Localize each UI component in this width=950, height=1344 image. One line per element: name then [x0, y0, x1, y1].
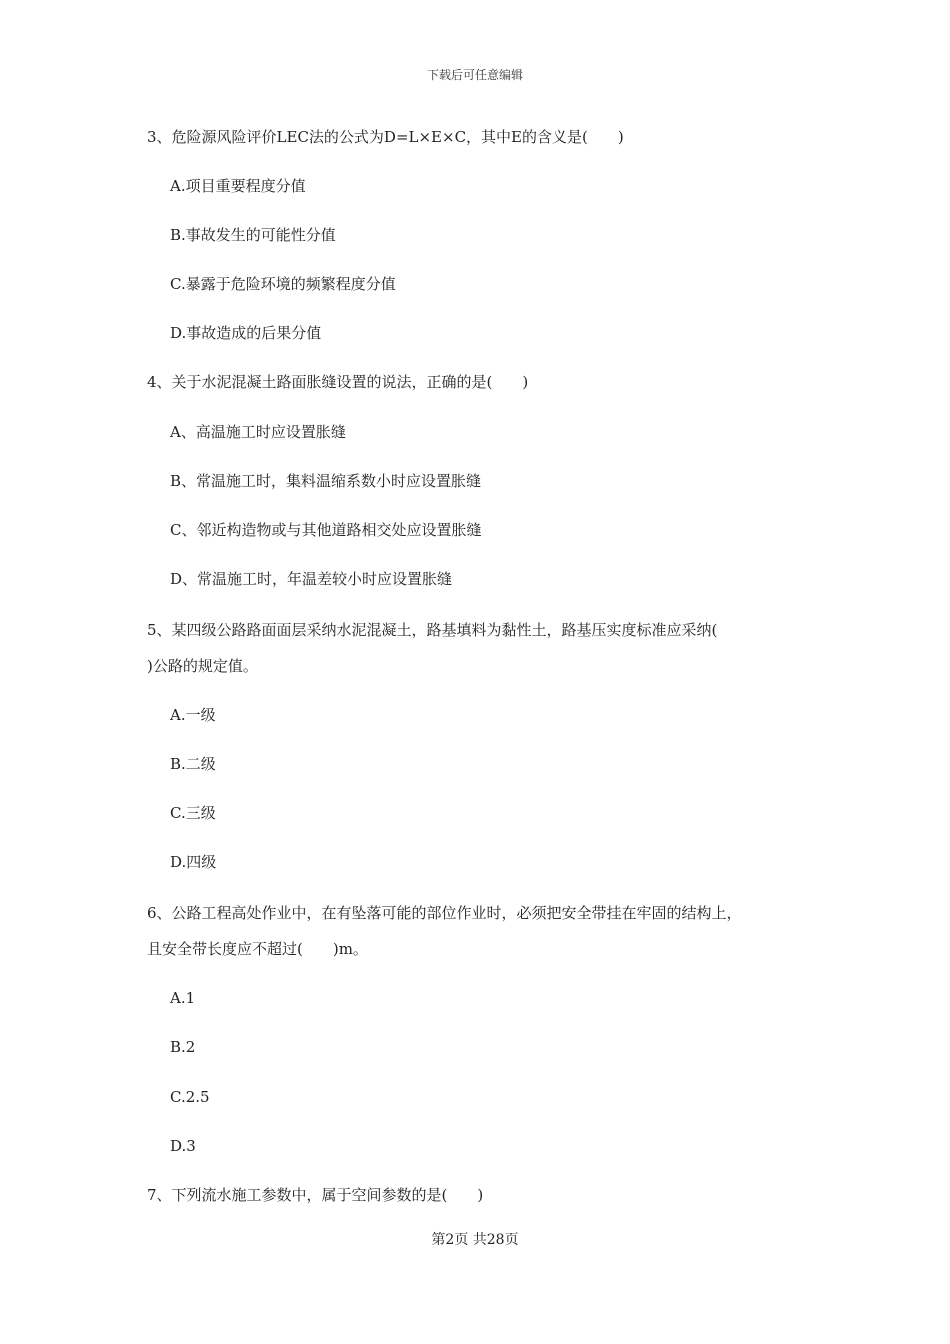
question-4-option-a: A、高温施工时应设置胀缝 [170, 423, 346, 441]
question-3-option-b: B.事故发生的可能性分值 [170, 226, 336, 244]
question-4-stem: 4、关于水泥混凝土路面胀缝设置的说法，正确的是( ) [147, 373, 529, 391]
question-5-option-d: D.四级 [170, 853, 217, 871]
question-5-stem-line-2: )公路的规定值。 [147, 657, 258, 675]
question-5-option-c: C.三级 [170, 804, 216, 822]
question-6-option-b: B.2 [170, 1038, 196, 1056]
question-4-option-c: C、邻近构造物或与其他道路相交处应设置胀缝 [170, 521, 482, 539]
question-5-stem-line-1: 5、某四级公路路面面层采纳水泥混凝土，路基填料为黏性土，路基压实度标准应采纳( [147, 621, 718, 639]
question-6-stem-line-2: 且安全带长度应不超过( )m。 [147, 940, 368, 958]
question-6-option-a: A.1 [170, 989, 196, 1007]
page-footer: 第2页 共28页 [431, 1232, 519, 1248]
question-5-option-a: A.一级 [170, 706, 216, 724]
page-header: 下载后可任意编辑 [426, 68, 523, 82]
question-3-option-d: D.事故造成的后果分值 [170, 324, 322, 342]
question-5-option-b: B.二级 [170, 755, 216, 773]
question-3-option-c: C.暴露于危险环境的频繁程度分值 [170, 275, 396, 293]
question-6-option-c: C.2.5 [170, 1088, 210, 1106]
question-3-option-a: A.项目重要程度分值 [170, 177, 306, 195]
question-6-option-d: D.3 [170, 1137, 196, 1155]
question-4-option-b: B、常温施工时，集料温缩系数小时应设置胀缝 [170, 472, 482, 490]
question-4-option-d: D、常温施工时，年温差较小时应设置胀缝 [170, 570, 453, 588]
question-6-stem-line-1: 6、公路工程高处作业中，在有坠落可能的部位作业时，必须把安全带挂在牢固的结构上， [147, 904, 742, 922]
question-7-stem: 7、下列流水施工参数中，属于空间参数的是( ) [147, 1186, 484, 1204]
question-3-stem: 3、危险源风险评价LEC法的公式为D=L×E×C，其中E的含义是( ) [147, 128, 624, 146]
